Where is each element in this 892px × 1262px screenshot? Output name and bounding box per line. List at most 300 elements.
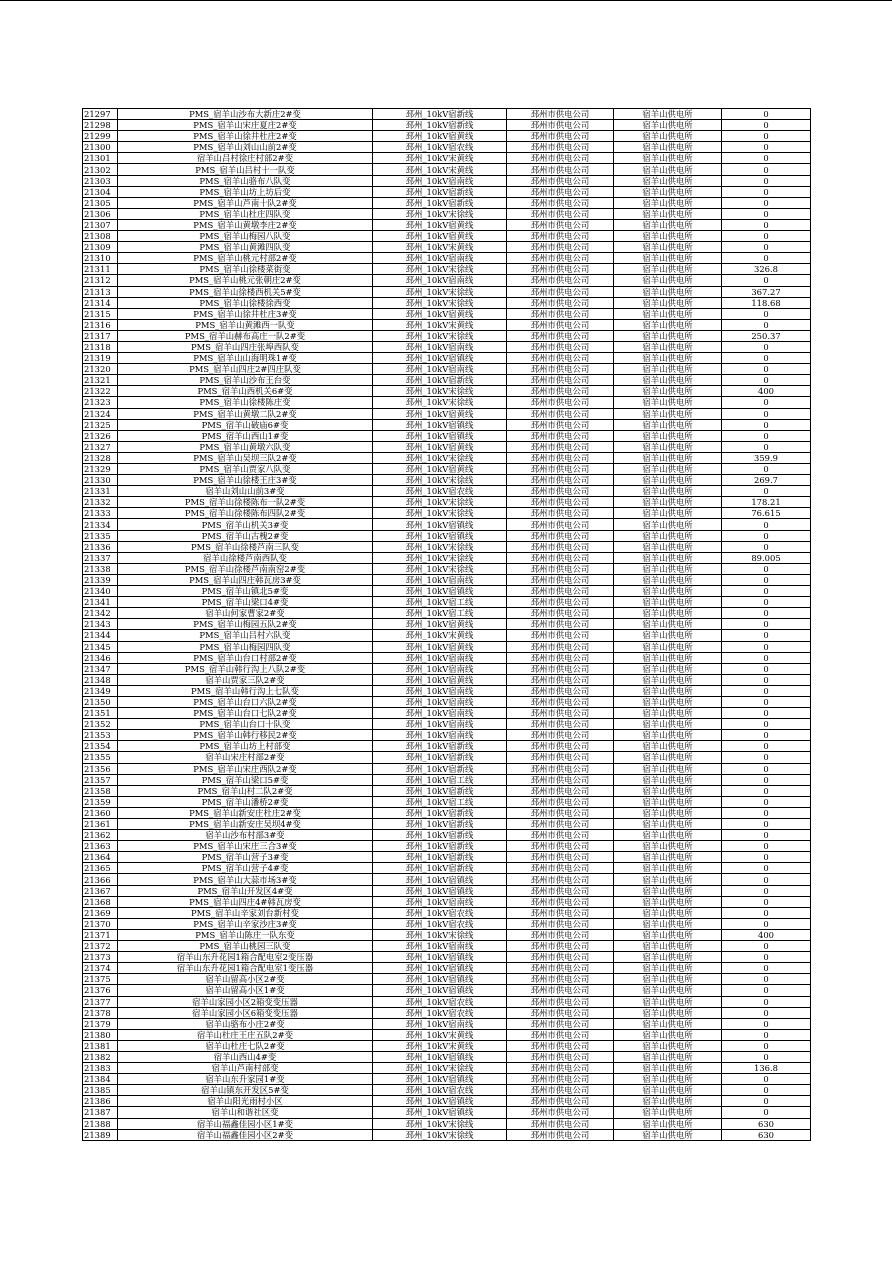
cell-company: 邳州市供电公司 [507, 830, 614, 841]
cell-value: 0 [722, 918, 811, 929]
cell-transformer-name: 宿羊山刘山山前3#变 [118, 486, 373, 497]
cell-line-name: 邳州_10kV宿黄线 [373, 408, 507, 419]
table-row [83, 519, 811, 530]
table-row [83, 863, 811, 874]
cell-id: 21310 [83, 253, 118, 264]
cell-company: 邳州市供电公司 [507, 952, 614, 963]
table-row [83, 941, 811, 952]
cell-value: 0 [722, 996, 811, 1007]
cell-company: 邳州市供电公司 [507, 963, 614, 974]
cell-company: 邳州市供电公司 [507, 208, 614, 219]
cell-line-name: 邳州_10kV宋黄线 [373, 319, 507, 330]
cell-supply-office: 宿羊山供电所 [614, 1051, 722, 1062]
table-row [83, 341, 811, 352]
cell-id: 21317 [83, 330, 118, 341]
cell-id: 21320 [83, 364, 118, 375]
cell-supply-office: 宿羊山供电所 [614, 219, 722, 230]
cell-company: 邳州市供电公司 [507, 1129, 614, 1140]
cell-transformer-name: PMS_宿羊山营子4#变 [118, 863, 373, 874]
cell-value: 0 [722, 952, 811, 963]
cell-id: 21372 [83, 941, 118, 952]
table-row [83, 841, 811, 852]
cell-line-name: 邳州_10kV宿镇线 [373, 530, 507, 541]
cell-company: 邳州市供电公司 [507, 863, 614, 874]
cell-company: 邳州市供电公司 [507, 1118, 614, 1129]
cell-id: 21379 [83, 1018, 118, 1029]
cell-value: 0 [722, 175, 811, 186]
cell-id: 21355 [83, 752, 118, 763]
cell-line-name: 邳州_10kV宿黄线 [373, 674, 507, 685]
table-row [83, 264, 811, 275]
cell-supply-office: 宿羊山供电所 [614, 264, 722, 275]
table-row [83, 175, 811, 186]
cell-transformer-name: PMS_宿羊山梁口4#变 [118, 597, 373, 608]
cell-id: 21385 [83, 1085, 118, 1096]
cell-id: 21373 [83, 952, 118, 963]
cell-id: 21357 [83, 774, 118, 785]
cell-value: 0 [722, 441, 811, 452]
cell-line-name: 邳州_10kV宿农线 [373, 907, 507, 918]
cell-value: 0 [722, 464, 811, 475]
cell-line-name: 邳州_10kV宋徐线 [373, 497, 507, 508]
cell-company: 邳州市供电公司 [507, 242, 614, 253]
cell-value: 0 [722, 341, 811, 352]
cell-id: 21364 [83, 852, 118, 863]
cell-transformer-name: PMS_宿羊山西机关6#变 [118, 386, 373, 397]
cell-value: 0 [722, 419, 811, 430]
cell-transformer-name: PMS_宿羊山辛家沙庄3#变 [118, 918, 373, 929]
cell-line-name: 邳州_10kV宋徐线 [373, 386, 507, 397]
table-row [83, 752, 811, 763]
cell-supply-office: 宿羊山供电所 [614, 630, 722, 641]
cell-transformer-name: 宿羊山东升花园1箱合配电室2变压器 [118, 952, 373, 963]
cell-company: 邳州市供电公司 [507, 663, 614, 674]
cell-line-name: 邳州_10kV宿新线 [373, 830, 507, 841]
cell-value: 0 [722, 852, 811, 863]
cell-supply-office: 宿羊山供电所 [614, 807, 722, 818]
table-row [83, 1096, 811, 1107]
cell-transformer-name: 宿羊山宋庄村部2#变 [118, 752, 373, 763]
cell-value: 0 [722, 907, 811, 918]
cell-value: 0 [722, 641, 811, 652]
cell-id: 21359 [83, 796, 118, 807]
cell-transformer-name: 宿羊山杜庄王庄五队2#变 [118, 1029, 373, 1040]
top-border-line [0, 0, 892, 1]
cell-line-name: 邳州_10kV宿南线 [373, 1018, 507, 1029]
cell-supply-office: 宿羊山供电所 [614, 974, 722, 985]
cell-company: 邳州市供电公司 [507, 752, 614, 763]
table-row [83, 486, 811, 497]
cell-transformer-name: 宿羊山福鑫佳园小区2#变 [118, 1129, 373, 1140]
cell-id: 21302 [83, 164, 118, 175]
cell-company: 邳州市供电公司 [507, 741, 614, 752]
cell-supply-office: 宿羊山供电所 [614, 696, 722, 707]
cell-company: 邳州市供电公司 [507, 497, 614, 508]
cell-id: 21376 [83, 985, 118, 996]
table-row [83, 330, 811, 341]
cell-supply-office: 宿羊山供电所 [614, 1063, 722, 1074]
cell-value: 0 [722, 319, 811, 330]
table-row [83, 1118, 811, 1129]
cell-value: 0 [722, 674, 811, 685]
cell-supply-office: 宿羊山供电所 [614, 885, 722, 896]
cell-line-name: 邳州_10kV宿新线 [373, 120, 507, 131]
cell-supply-office: 宿羊山供电所 [614, 796, 722, 807]
cell-company: 邳州市供电公司 [507, 907, 614, 918]
table-row [83, 852, 811, 863]
cell-company: 邳州市供电公司 [507, 286, 614, 297]
cell-transformer-name: 宿羊山镇东开发区5#变 [118, 1085, 373, 1096]
cell-id: 21369 [83, 907, 118, 918]
cell-company: 邳州市供电公司 [507, 807, 614, 818]
cell-supply-office: 宿羊山供电所 [614, 597, 722, 608]
cell-company: 邳州市供电公司 [507, 486, 614, 497]
cell-company: 邳州市供电公司 [507, 219, 614, 230]
cell-company: 邳州市供电公司 [507, 1029, 614, 1040]
cell-line-name: 邳州_10kV宿新线 [373, 109, 507, 120]
cell-supply-office: 宿羊山供电所 [614, 918, 722, 929]
cell-line-name: 邳州_10kV宿镇线 [373, 353, 507, 364]
cell-supply-office: 宿羊山供电所 [614, 674, 722, 685]
cell-supply-office: 宿羊山供电所 [614, 430, 722, 441]
cell-id: 21327 [83, 441, 118, 452]
cell-id: 21380 [83, 1029, 118, 1040]
cell-supply-office: 宿羊山供电所 [614, 852, 722, 863]
cell-line-name: 邳州_10kV宿黄线 [373, 464, 507, 475]
cell-id: 21387 [83, 1107, 118, 1118]
cell-supply-office: 宿羊山供电所 [614, 275, 722, 286]
cell-value: 0 [722, 308, 811, 319]
cell-id: 21361 [83, 819, 118, 830]
cell-line-name: 邳州_10kV宿镇线 [373, 874, 507, 885]
cell-value: 0 [722, 941, 811, 952]
table-row [83, 1085, 811, 1096]
cell-id: 21377 [83, 996, 118, 1007]
cell-transformer-name: PMS_宿羊山徐楼西机关5#变 [118, 286, 373, 297]
cell-company: 邳州市供电公司 [507, 796, 614, 807]
cell-id: 21388 [83, 1118, 118, 1129]
cell-transformer-name: PMS_宿羊山四庄2#四庄队变 [118, 364, 373, 375]
table-row [83, 408, 811, 419]
cell-id: 21332 [83, 497, 118, 508]
cell-line-name: 邳州_10kV宿黄线 [373, 131, 507, 142]
cell-supply-office: 宿羊山供电所 [614, 996, 722, 1007]
table-row [83, 796, 811, 807]
cell-id: 21381 [83, 1040, 118, 1051]
cell-transformer-name: 宿羊山贾家三队2#变 [118, 674, 373, 685]
cell-line-name: 邳州_10kV宋徐线 [373, 264, 507, 275]
cell-company: 邳州市供电公司 [507, 253, 614, 264]
cell-value: 0 [722, 763, 811, 774]
cell-transformer-name: PMS_宿羊山桃园三队变 [118, 941, 373, 952]
cell-transformer-name: 宿羊山杜庄七队2#变 [118, 1040, 373, 1051]
cell-transformer-name: PMS_宿羊山辛家刘台新村变 [118, 907, 373, 918]
cell-company: 邳州市供电公司 [507, 1063, 614, 1074]
cell-id: 21368 [83, 896, 118, 907]
cell-value: 0 [722, 708, 811, 719]
cell-company: 邳州市供电公司 [507, 996, 614, 1007]
cell-value: 0 [722, 574, 811, 585]
cell-line-name: 邳州_10kV宿工线 [373, 774, 507, 785]
cell-line-name: 邳州_10kV宋黄线 [373, 242, 507, 253]
cell-value: 0 [722, 375, 811, 386]
cell-line-name: 邳州_10kV宿黄线 [373, 231, 507, 242]
cell-company: 邳州市供电公司 [507, 475, 614, 486]
cell-value: 0 [722, 1074, 811, 1085]
cell-company: 邳州市供电公司 [507, 763, 614, 774]
cell-line-name: 邳州_10kV宿工线 [373, 796, 507, 807]
cell-line-name: 邳州_10kV宿镇线 [373, 419, 507, 430]
cell-supply-office: 宿羊山供电所 [614, 774, 722, 785]
cell-transformer-name: 宿羊山家园小区2箱变变压器 [118, 996, 373, 1007]
cell-value: 0 [722, 619, 811, 630]
cell-supply-office: 宿羊山供电所 [614, 929, 722, 940]
cell-supply-office: 宿羊山供电所 [614, 164, 722, 175]
cell-supply-office: 宿羊山供电所 [614, 464, 722, 475]
table-row [83, 441, 811, 452]
cell-line-name: 邳州_10kV宿镇线 [373, 1074, 507, 1085]
table-row [83, 297, 811, 308]
cell-transformer-name: PMS_宿羊山坊上坊后变 [118, 186, 373, 197]
cell-line-name: 邳州_10kV宿南线 [373, 341, 507, 352]
table-row [83, 1074, 811, 1085]
cell-company: 邳州市供电公司 [507, 109, 614, 120]
cell-company: 邳州市供电公司 [507, 1085, 614, 1096]
table-row [83, 197, 811, 208]
cell-value: 0 [722, 197, 811, 208]
table-row [83, 785, 811, 796]
cell-company: 邳州市供电公司 [507, 719, 614, 730]
cell-transformer-name: PMS_宿羊山刘山山前2#变 [118, 142, 373, 153]
cell-supply-office: 宿羊山供电所 [614, 242, 722, 253]
cell-transformer-name: PMS_宿羊山赫布高庄一队2#变 [118, 330, 373, 341]
cell-line-name: 邳州_10kV宿南线 [373, 719, 507, 730]
cell-value: 0 [722, 963, 811, 974]
table-row [83, 109, 811, 120]
cell-company: 邳州市供电公司 [507, 1107, 614, 1118]
cell-line-name: 邳州_10kV宿新线 [373, 863, 507, 874]
cell-transformer-name: PMS_宿羊山四庄韩瓦房3#变 [118, 574, 373, 585]
cell-transformer-name: PMS_宿羊山四庄张埠西队变 [118, 341, 373, 352]
cell-transformer-name: PMS_宿羊山西山1#变 [118, 430, 373, 441]
cell-supply-office: 宿羊山供电所 [614, 441, 722, 452]
cell-company: 邳州市供电公司 [507, 120, 614, 131]
cell-line-name: 邳州_10kV宿黄线 [373, 441, 507, 452]
cell-id: 21329 [83, 464, 118, 475]
cell-id: 21309 [83, 242, 118, 253]
cell-line-name: 邳州_10kV宋徐线 [373, 552, 507, 563]
cell-value: 0 [722, 719, 811, 730]
cell-value: 0 [722, 186, 811, 197]
cell-line-name: 邳州_10kV宿工线 [373, 597, 507, 608]
table-row [83, 319, 811, 330]
cell-company: 邳州市供电公司 [507, 1051, 614, 1062]
cell-transformer-name: PMS_宿羊山徐楼陈布四队2#变 [118, 508, 373, 519]
table-row [83, 386, 811, 397]
cell-supply-office: 宿羊山供电所 [614, 153, 722, 164]
cell-transformer-name: PMS_宿羊山台口七队2#变 [118, 708, 373, 719]
cell-value: 0 [722, 830, 811, 841]
cell-supply-office: 宿羊山供电所 [614, 231, 722, 242]
cell-supply-office: 宿羊山供电所 [614, 519, 722, 530]
cell-value: 250.37 [722, 330, 811, 341]
cell-supply-office: 宿羊山供电所 [614, 1074, 722, 1085]
cell-id: 21336 [83, 541, 118, 552]
cell-transformer-name: PMS_宿羊山吕村十一队变 [118, 164, 373, 175]
cell-value: 0 [722, 1040, 811, 1051]
cell-company: 邳州市供电公司 [507, 730, 614, 741]
cell-value: 0 [722, 774, 811, 785]
cell-company: 邳州市供电公司 [507, 619, 614, 630]
cell-id: 21358 [83, 785, 118, 796]
cell-company: 邳州市供电公司 [507, 852, 614, 863]
cell-supply-office: 宿羊山供电所 [614, 896, 722, 907]
cell-value: 359.9 [722, 452, 811, 463]
table-body [83, 109, 811, 1141]
cell-line-name: 邳州_10kV宋黄线 [373, 1040, 507, 1051]
cell-id: 21323 [83, 397, 118, 408]
cell-transformer-name: 宿羊山东升花园1箱合配电室1变压器 [118, 963, 373, 974]
cell-id: 21337 [83, 552, 118, 563]
cell-line-name: 邳州_10kV宿镇线 [373, 586, 507, 597]
cell-value: 136.8 [722, 1063, 811, 1074]
cell-id: 21352 [83, 719, 118, 730]
cell-id: 21370 [83, 918, 118, 929]
cell-value: 0 [722, 120, 811, 131]
table-row [83, 685, 811, 696]
cell-id: 21374 [83, 963, 118, 974]
cell-id: 21371 [83, 929, 118, 940]
cell-line-name: 邳州_10kV宿新线 [373, 785, 507, 796]
cell-company: 邳州市供电公司 [507, 386, 614, 397]
cell-value: 0 [722, 253, 811, 264]
cell-transformer-name: 宿羊山沙布村部3#变 [118, 830, 373, 841]
cell-supply-office: 宿羊山供电所 [614, 208, 722, 219]
cell-transformer-name: PMS_宿羊山徐井杜庄2#变 [118, 131, 373, 142]
cell-supply-office: 宿羊山供电所 [614, 364, 722, 375]
table-row [83, 541, 811, 552]
cell-transformer-name: PMS_宿羊山芦南十队2#变 [118, 197, 373, 208]
cell-transformer-name: PMS_宿羊山台口六队2#变 [118, 696, 373, 707]
cell-company: 邳州市供电公司 [507, 197, 614, 208]
cell-line-name: 邳州_10kV宋黄线 [373, 1029, 507, 1040]
cell-line-name: 邳州_10kV宿镇线 [373, 952, 507, 963]
cell-id: 21365 [83, 863, 118, 874]
cell-value: 0 [722, 586, 811, 597]
cell-id: 21319 [83, 353, 118, 364]
cell-transformer-name: PMS_宿羊山韩行沟上七队变 [118, 685, 373, 696]
cell-line-name: 邳州_10kV宋徐线 [373, 929, 507, 940]
cell-company: 邳州市供电公司 [507, 508, 614, 519]
cell-company: 邳州市供电公司 [507, 142, 614, 153]
cell-supply-office: 宿羊山供电所 [614, 397, 722, 408]
cell-value: 0 [722, 1018, 811, 1029]
cell-value: 0 [722, 841, 811, 852]
cell-line-name: 邳州_10kV宿新线 [373, 841, 507, 852]
cell-line-name: 邳州_10kV宿镇线 [373, 963, 507, 974]
table-row [83, 1018, 811, 1029]
cell-transformer-name: PMS_宿羊山黄墩六队变 [118, 441, 373, 452]
cell-supply-office: 宿羊山供电所 [614, 819, 722, 830]
cell-id: 21326 [83, 430, 118, 441]
cell-company: 邳州市供电公司 [507, 175, 614, 186]
cell-supply-office: 宿羊山供电所 [614, 386, 722, 397]
cell-transformer-name: 宿羊山徐楼芦南西队变 [118, 552, 373, 563]
cell-line-name: 邳州_10kV宿新线 [373, 763, 507, 774]
cell-supply-office: 宿羊山供电所 [614, 741, 722, 752]
table-row [83, 996, 811, 1007]
cell-transformer-name: PMS_宿羊山沙布王台变 [118, 375, 373, 386]
cell-value: 0 [722, 685, 811, 696]
cell-id: 21304 [83, 186, 118, 197]
cell-id: 21333 [83, 508, 118, 519]
cell-line-name: 邳州_10kV宋黄线 [373, 153, 507, 164]
cell-id: 21349 [83, 685, 118, 696]
cell-value: 0 [722, 1107, 811, 1118]
cell-line-name: 邳州_10kV宿镇线 [373, 1051, 507, 1062]
table-row [83, 741, 811, 752]
table-row [83, 896, 811, 907]
table-row [83, 1063, 811, 1074]
table-row [83, 719, 811, 730]
cell-id: 21353 [83, 730, 118, 741]
cell-supply-office: 宿羊山供电所 [614, 175, 722, 186]
table-row [83, 696, 811, 707]
table-row [83, 830, 811, 841]
cell-transformer-name: PMS_宿羊山徐楼芦南南窑2#变 [118, 563, 373, 574]
table-row [83, 253, 811, 264]
cell-company: 邳州市供电公司 [507, 464, 614, 475]
cell-transformer-name: PMS_宿羊山宋庄西队2#变 [118, 763, 373, 774]
cell-value: 400 [722, 929, 811, 940]
cell-transformer-name: PMS_宿羊山梁口5#变 [118, 774, 373, 785]
cell-line-name: 邳州_10kV宿工线 [373, 608, 507, 619]
cell-line-name: 邳州_10kV宿镇线 [373, 885, 507, 896]
cell-supply-office: 宿羊山供电所 [614, 475, 722, 486]
cell-value: 0 [722, 885, 811, 896]
cell-transformer-name: PMS_宿羊山黄滩四队变 [118, 242, 373, 253]
cell-value: 0 [722, 663, 811, 674]
cell-company: 邳州市供电公司 [507, 874, 614, 885]
cell-value: 0 [722, 1051, 811, 1062]
cell-line-name: 邳州_10kV宿农线 [373, 142, 507, 153]
cell-line-name: 邳州_10kV宿黄线 [373, 219, 507, 230]
cell-line-name: 邳州_10kV宿南线 [373, 685, 507, 696]
table-row [83, 164, 811, 175]
table-row [83, 952, 811, 963]
cell-supply-office: 宿羊山供电所 [614, 563, 722, 574]
cell-supply-office: 宿羊山供电所 [614, 1107, 722, 1118]
table-row [83, 430, 811, 441]
cell-transformer-name: PMS_宿羊山新安庄杜庄2#变 [118, 807, 373, 818]
cell-transformer-name: PMS_宿羊山吴坝三队2#变 [118, 452, 373, 463]
cell-transformer-name: 宿羊山阳光雨村小区 [118, 1096, 373, 1107]
cell-value: 0 [722, 109, 811, 120]
cell-supply-office: 宿羊山供电所 [614, 1029, 722, 1040]
cell-company: 邳州市供电公司 [507, 696, 614, 707]
cell-value: 367.27 [722, 286, 811, 297]
table-row [83, 929, 811, 940]
cell-transformer-name: 宿羊山吕村徐庄村部2#变 [118, 153, 373, 164]
cell-supply-office: 宿羊山供电所 [614, 941, 722, 952]
cell-value: 0 [722, 397, 811, 408]
cell-line-name: 邳州_10kV宿黄线 [373, 641, 507, 652]
cell-transformer-name: PMS_宿羊山四庄4#韩瓦房变 [118, 896, 373, 907]
cell-id: 21360 [83, 807, 118, 818]
cell-transformer-name: 宿羊山福鑫佳园小区1#变 [118, 1118, 373, 1129]
cell-value: 326.8 [722, 264, 811, 275]
cell-value: 0 [722, 819, 811, 830]
